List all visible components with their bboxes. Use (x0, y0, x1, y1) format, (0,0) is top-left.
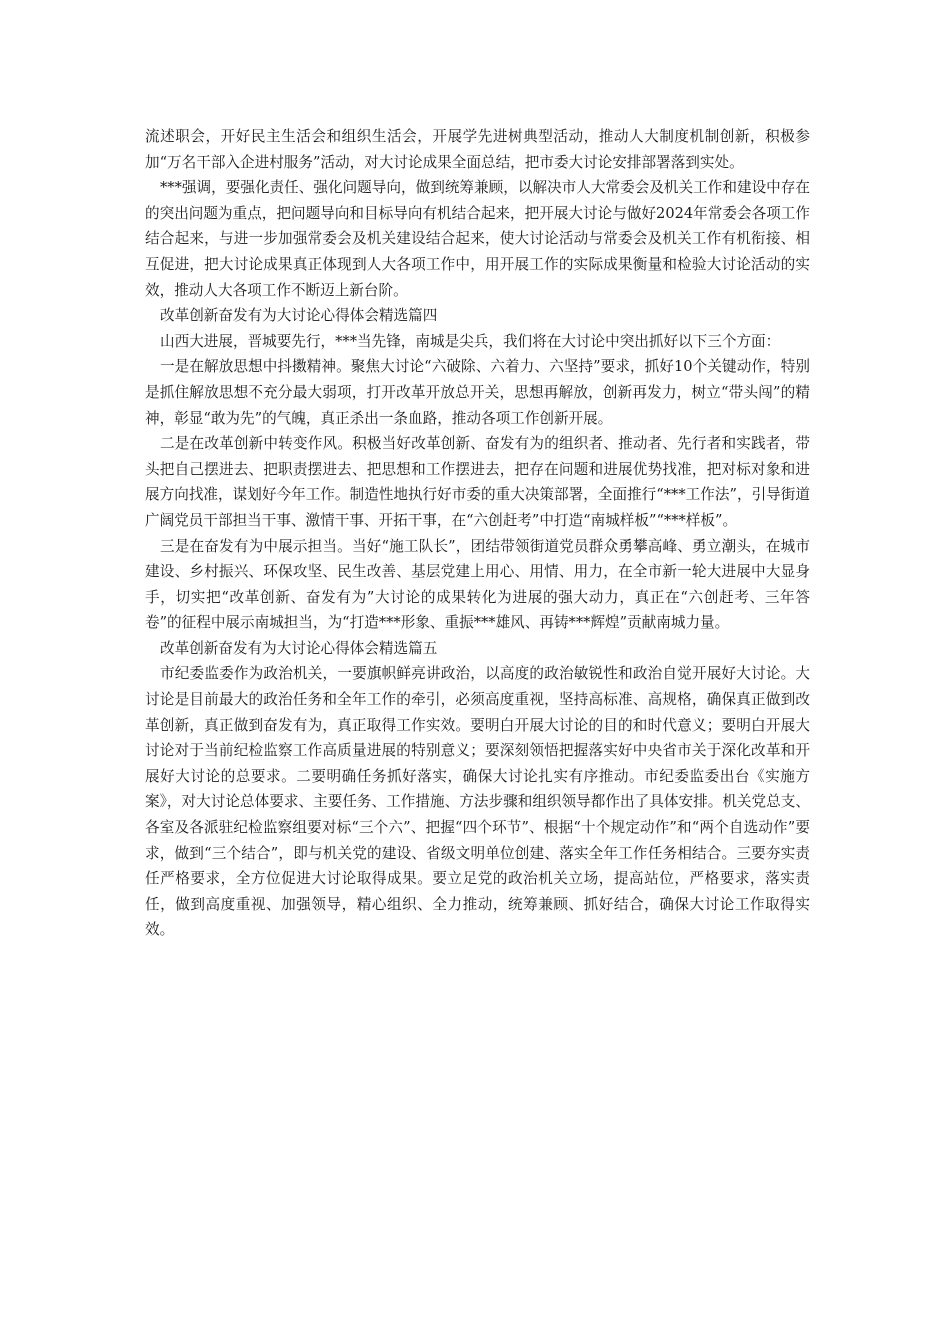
paragraph-1: 流述职会，开好民主生活会和组织生活会，开展学先进树典型活动，推动人大制度机制创新，积极参加“万名干部入企进村服务”活动，对大讨论成果全面总结，把市委大讨论安排部署落到实处。 (145, 128, 810, 171)
paragraph-7: 市纪委监委作为政治机关，一要旗帜鲜亮讲政治，以高度的政治敏锐性和政治自觉开展好大讨论。大讨论是目前最大的政治任务和全年工作的牵引，必须高度重视，坚持高标准、高规格，确保真正做到改革创新，真正做到奋发有为，真正取得工作实效。要明白开展大讨论的目的和时代意义；要明白开展大讨论对于当前纪检监察工作高质量进展的特别意义；要深刻领悟把握落实好中央省市关于深化改革和开展好大讨论的总要求。二要明确任务抓好落实，确保大讨论扎实有序推动。市纪委监委出台《实施方案》，对大讨论总体要求、主要任务、工作措施、方法步骤和组织领导都作出了具体安排。机关党总支、各室及各派驻纪检监察组要对标“三个六”、把握“四个环节”、根据“十个规定动作”和“两个自选动作”要求，做到“三个结合”，即与机关党的建设、省级文明单位创建、落实全年工作任务相结合。三要夯实责任严格要求，全方位促进大讨论取得成果。要立足党的政治机关立场，提高站位，严格要求，落实责任，做到高度重视、加强领导，精心组织、全力推动，统筹兼顾、抓好结合，确保大讨论工作取得实效。 (145, 665, 810, 939)
section-heading-4: 改革创新奋发有为大讨论心得体会精选篇四 (160, 307, 438, 325)
paragraph-6: 三是在奋发有为中展示担当。当好“施工队长”，团结带领街道党员群众勇攀高峰、勇立潮头，在城市建设、乡村振兴、环保攻坚、民生改善、基层党建上用心、用情、用力，在全市新一轮大进展中大显身手，切实把“改革创新、奋发有为”大讨论的成果转化为进展的强大动力，真正在“六创赶考、三年答卷”的征程中展示南城担当，为“打造***形象、重振***雄风、再铸***辉煌”贡献南城力量。 (145, 537, 810, 632)
paragraph-3: 山西大进展，晋城要先行，***当先锋，南城是尖兵，我们将在大讨论中突出抓好以下三个方面： (160, 332, 781, 350)
document-body (145, 124, 810, 943)
paragraph-4: 一是在解放思想中抖擞精神。聚焦大讨论“六破除、六着力、六坚持”要求，抓好10个关键动作，特别是抓住解放思想不充分最大弱项，打开改革开放总开关，思想再解放，创新再发力，树立“带头闯”的精神，彰显“敢为先”的气魄，真正杀出一条血路，推动各项工作创新开展。 (145, 358, 810, 427)
paragraph-5: 二是在改革创新中转变作风。积极当好改革创新、奋发有为的组织者、推动者、先行者和实践者，带头把自己摆进去、把职责摆进去、把思想和工作摆进去，把存在问题和进展优势找准，把对标对象和进展方向找准，谋划好今年工作。制造性地执行好市委的重大决策部署，全面推行“***工作法”，引导街道广阔党员干部担当干事、激情干事、开拓干事，在“六创赶考”中打造“南城样板”“***样板”。 (145, 435, 810, 529)
paragraph-2: ***强调，要强化责任、强化问题导向，做到统筹兼顾，以解决市人大常委会及机关工作和建设中存在的突出问题为重点，把问题导向和目标导向有机结合起来，把开展大讨论与做好2024年常委会各项工作结合起来，与进一步加强常委会及机关建设结合起来，使大讨论活动与常委会及机关工作有机衔接、相互促进，把大讨论成果真正体现到人大各项工作中，用开展工作的实际成果衡量和检验大讨论活动的实效，推动人大各项工作不断迈上新台阶。 (145, 179, 810, 299)
section-heading-5: 改革创新奋发有为大讨论心得体会精选篇五 (160, 639, 438, 657)
